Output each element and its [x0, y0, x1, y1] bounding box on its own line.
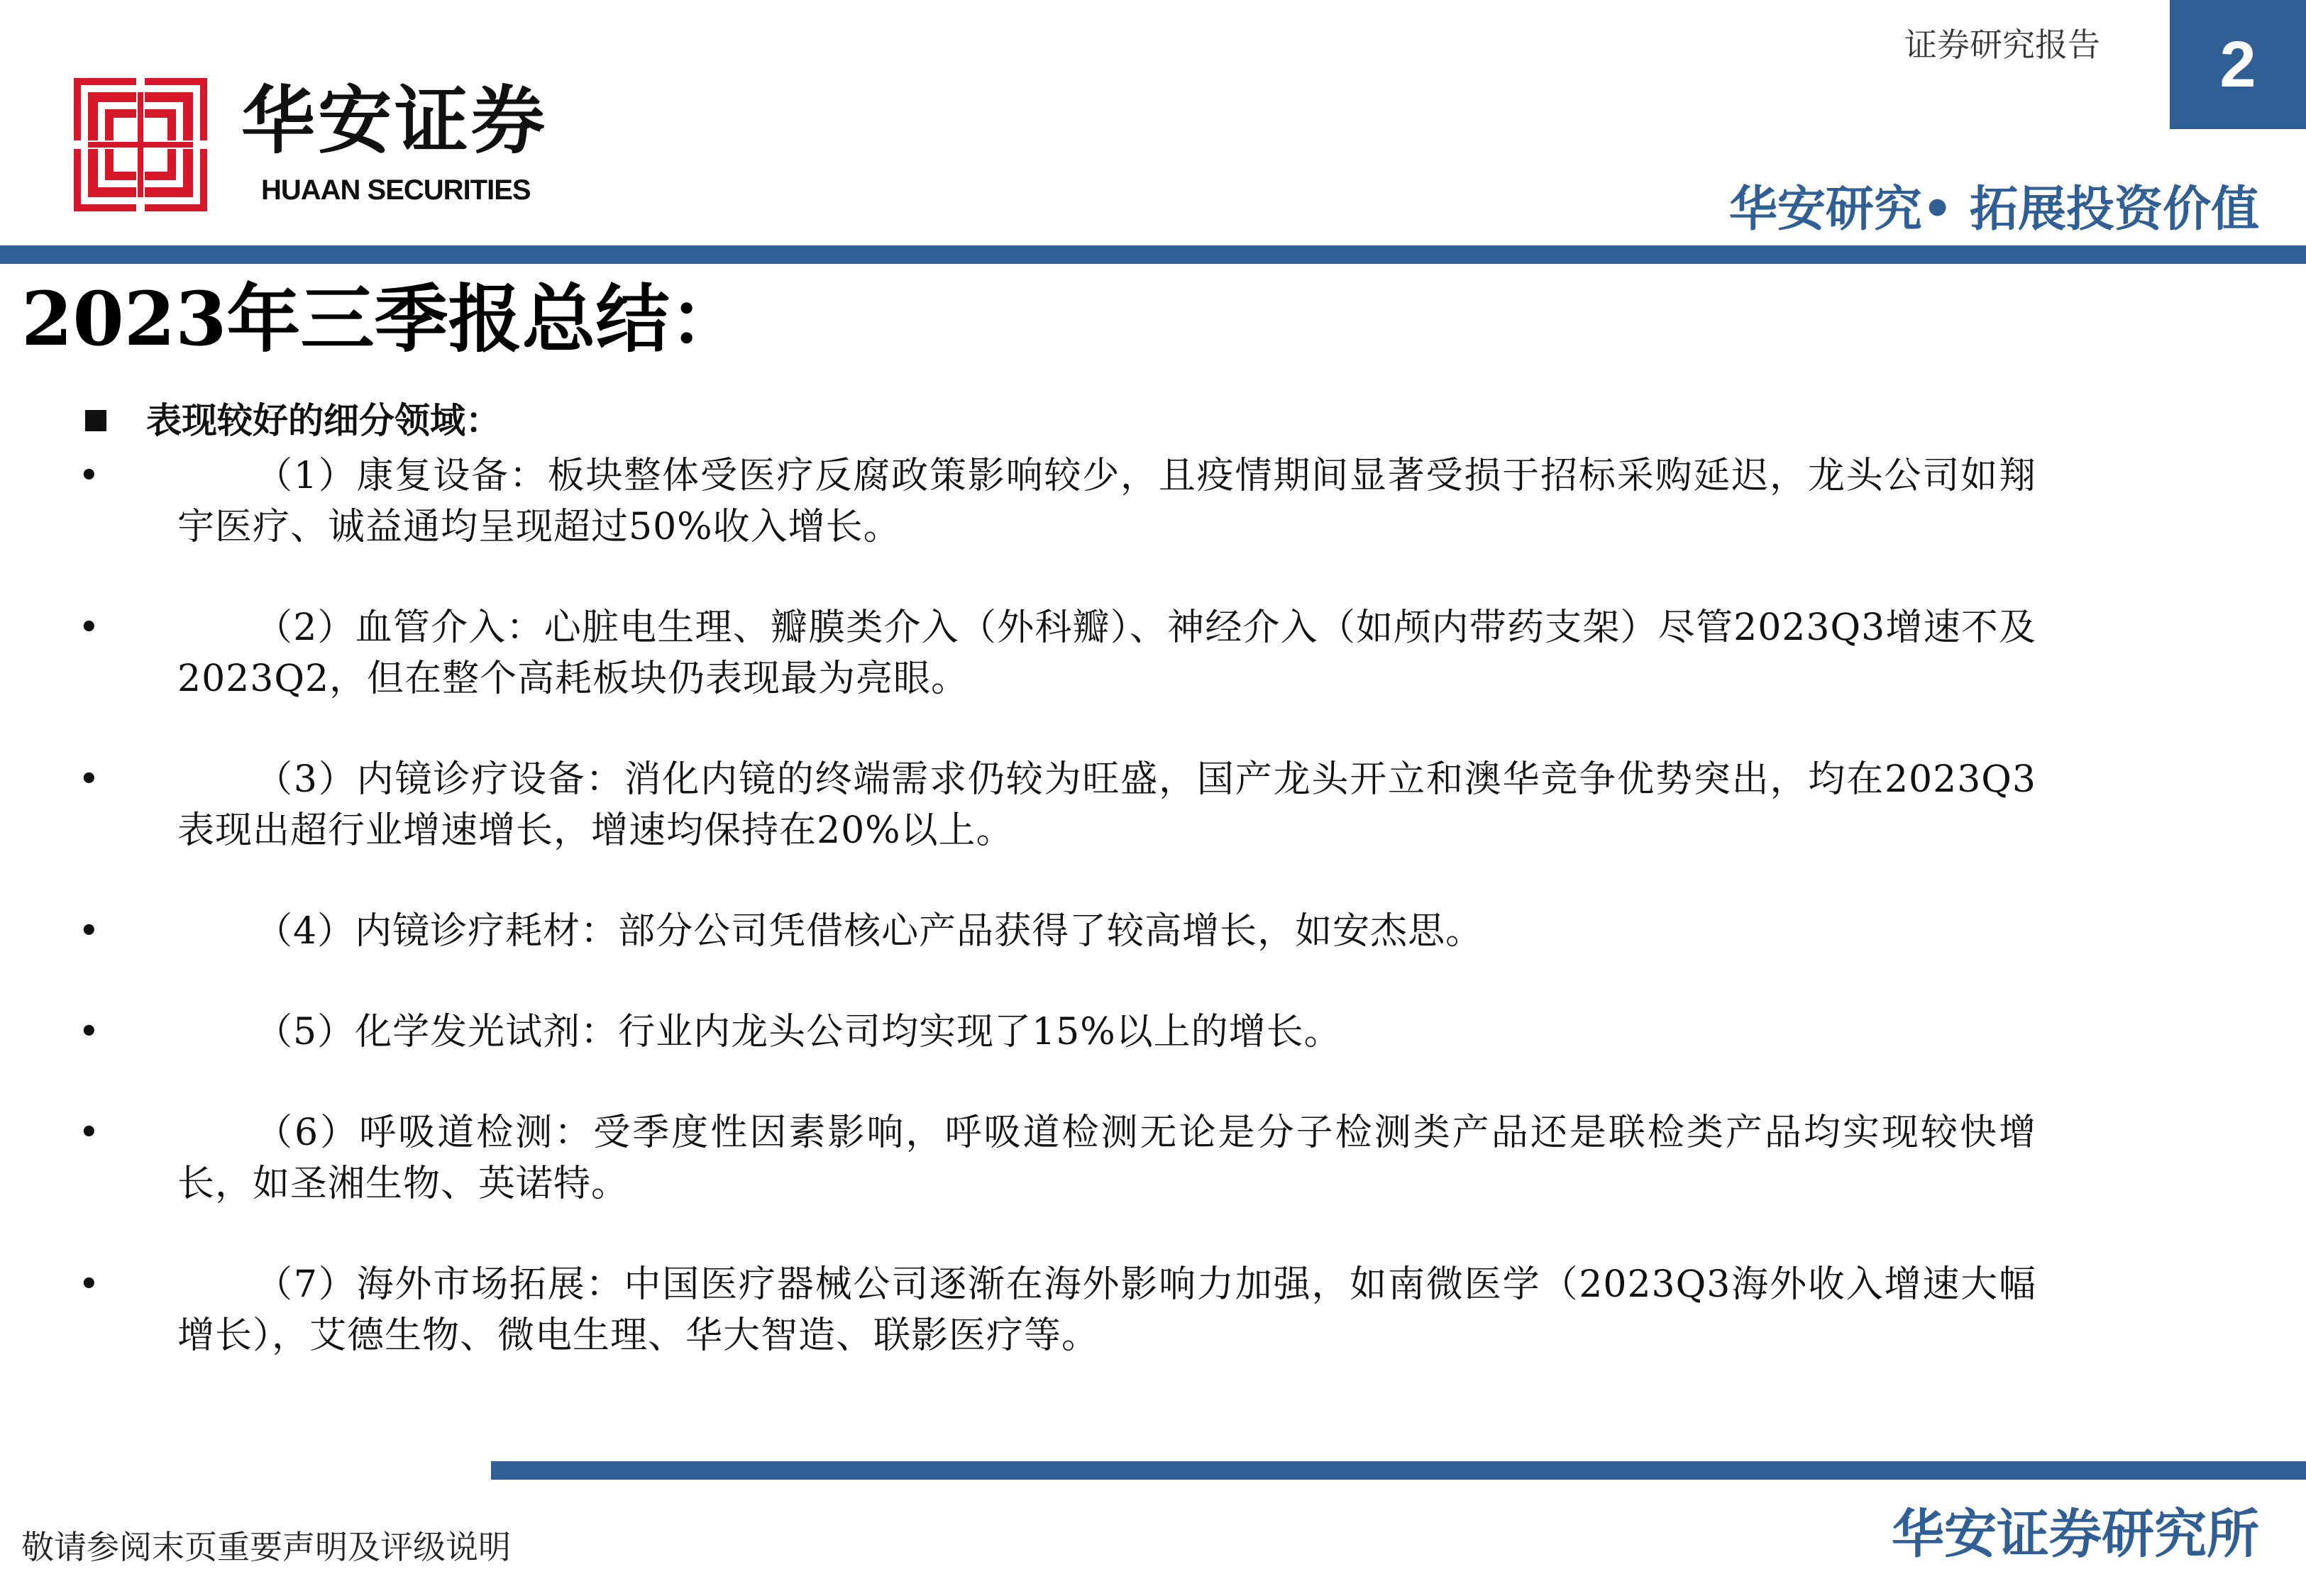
footer-disclaimer: 敬请参阅末页重要声明及评级说明: [21, 1528, 511, 1566]
list-item: [78, 450, 2058, 553]
page-number: 2: [2219, 28, 2256, 101]
footer-divider: [491, 1461, 2306, 1480]
logo-chinese-name: 华安证券: [241, 77, 548, 164]
report-type-label: 证券研究报告: [1904, 26, 2100, 64]
bullet-icon: •: [78, 1011, 100, 1053]
bullet-icon: •: [78, 758, 100, 801]
bullet-icon: •: [78, 455, 100, 497]
bullet-icon: •: [78, 1112, 100, 1154]
list-item: [78, 1107, 2058, 1209]
list-item-text: （4）内镜诊疗耗材：部分公司凭借核心产品获得了较高增长，如安杰思。: [255, 910, 1484, 953]
list-item: [78, 754, 2058, 856]
list-item-text: （5）化学发光试剂：行业内龙头公司均实现了15%以上的增长。: [255, 1011, 1342, 1053]
list-item: [78, 906, 2058, 957]
square-bullet-icon: [85, 410, 106, 431]
list-item-text: （2）血管介入：心脏电生理、瓣膜类介入（外科瓣）、神经介入（如颅内带药支架）尽管2023Q3增速不及2023Q2，但在整个高耗板块仍表现最为亮眼。: [177, 606, 2036, 700]
page-number-badge: [2170, 0, 2306, 129]
list-item-text: （1）康复设备：板块整体受医疗反腐政策影响较少，且疫情期间显著受损于招标采购延迟，龙头公司如翔宇医疗、诚益通均呈现超过50%收入增长。: [177, 455, 2036, 548]
list-item: [78, 1259, 2058, 1361]
summary-list: [78, 450, 2058, 1411]
section-heading-text: 表现较好的细分领域：: [146, 399, 501, 441]
header-slogan: 华安研究• 拓展投资价值: [1728, 182, 2259, 238]
header-divider: [0, 245, 2306, 264]
logo-english-name: HUAAN SECURITIES: [261, 174, 531, 206]
bullet-icon: •: [78, 910, 100, 953]
list-item: [78, 602, 2058, 704]
bullet-icon: •: [78, 1263, 100, 1306]
list-item-text: （3）内镜诊疗设备：消化内镜的终端需求仍较为旺盛，国产龙头开立和澳华竞争优势突出，均在2023Q3表现出超行业增速增长，增速均保持在20%以上。: [177, 758, 2036, 852]
list-item-text: （6）呼吸道检测：受季度性因素影响，呼吸道检测无论是分子检测类产品还是联检类产品均实现较快增长，如圣湘生物、英诺特。: [177, 1112, 2036, 1205]
bullet-icon: •: [78, 606, 100, 649]
list-item: [78, 1007, 2058, 1058]
page-title: 2023年三季报总结：: [21, 275, 744, 362]
footer-brand: 华安证券研究所: [1892, 1504, 2259, 1565]
huaan-logo-icon: [74, 78, 207, 211]
section-heading: [85, 399, 501, 441]
list-item-text: （7）海外市场拓展：中国医疗器械公司逐渐在海外影响力加强，如南微医学（2023Q3海外收入增速大幅增长），艾德生物、微电生理、华大智造、联影医疗等。: [177, 1263, 2036, 1357]
